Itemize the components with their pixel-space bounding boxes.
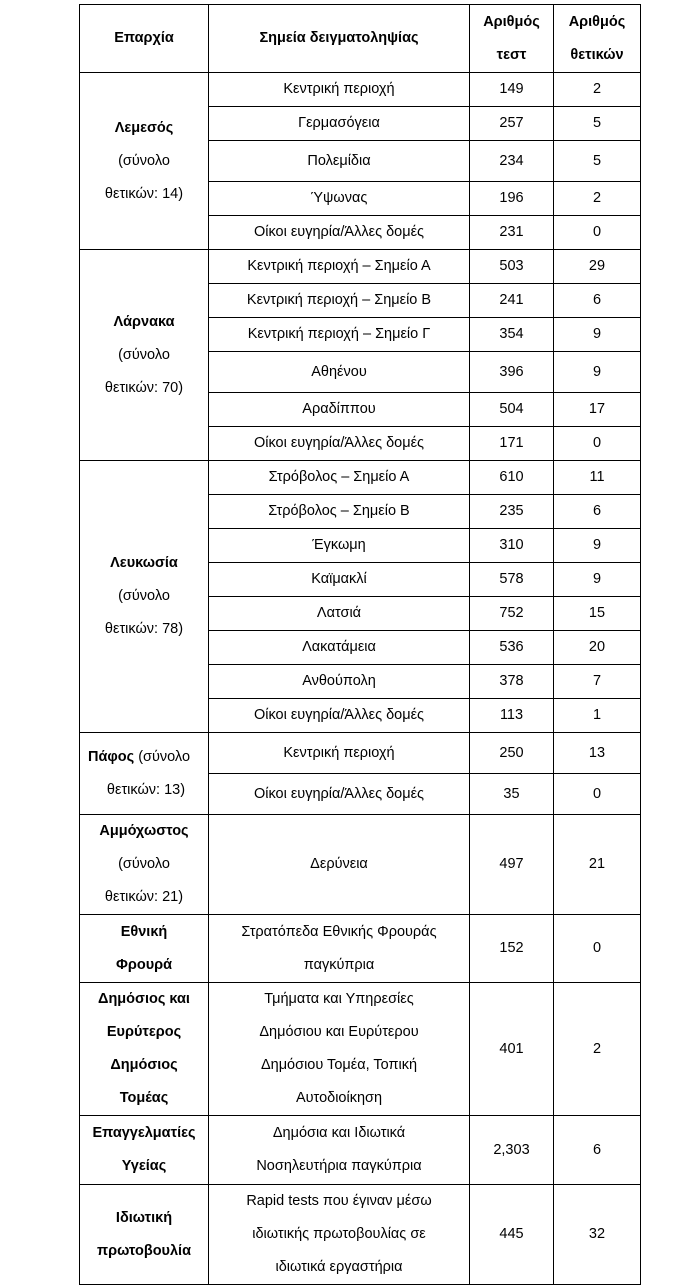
tests-cell: 152	[470, 915, 554, 983]
header-positives-line1: Αριθμός	[568, 13, 626, 30]
category-name-line: Υγείας	[121, 1158, 167, 1174]
positives-cell: 17	[554, 393, 641, 427]
positives-cell: 5	[554, 141, 641, 182]
table-row	[80, 1185, 641, 1285]
tests-cell: 445	[470, 1185, 554, 1285]
header-tests-line1: Αριθμός	[483, 13, 540, 30]
tests-cell: 610	[470, 461, 554, 495]
category-name-line: Επαγγελματίες	[92, 1125, 196, 1141]
tests-cell: 396	[470, 352, 554, 393]
header-sites: Σημεία δειγματοληψίας	[209, 5, 470, 73]
site-cell: Κεντρική περιοχή	[209, 73, 470, 107]
positives-cell: 2	[554, 182, 641, 216]
category-name-line: Εθνική	[120, 923, 168, 940]
table-row	[80, 733, 641, 774]
positives-cell: 20	[554, 631, 641, 665]
district-name: Πάφος	[88, 748, 135, 765]
site-cell: Οίκοι ευγηρία/Άλλες δομές	[209, 427, 470, 461]
tests-cell: 171	[470, 427, 554, 461]
district-note: θετικών: 21)	[104, 889, 184, 905]
site-cell: Στρόβολος – Σημείο Α	[209, 461, 470, 495]
site-cell: Ανθούπολη	[209, 665, 470, 699]
tests-cell: 354	[470, 318, 554, 352]
positives-cell: 29	[554, 250, 641, 284]
district-note: (σύνολο	[118, 856, 170, 872]
tests-cell: 2,303	[470, 1116, 554, 1185]
tests-cell: 35	[470, 774, 554, 815]
district-cell-limassol	[80, 73, 209, 250]
tests-cell: 310	[470, 529, 554, 563]
site-cell: Οίκοι ευγηρία/Άλλες δομές	[209, 774, 470, 815]
district-cell-larnaca	[80, 250, 209, 461]
category-name-line: πρωτοβουλία	[97, 1242, 191, 1259]
category-name-line: Τομέας	[119, 1090, 169, 1106]
table-row	[80, 915, 641, 983]
positives-cell: 11	[554, 461, 641, 495]
site-line: ιδιωτικής πρωτοβουλίας σε	[252, 1226, 426, 1242]
site-line: παγκύπρια	[303, 956, 375, 973]
district-cell-famagusta	[80, 815, 209, 915]
district-cell-paphos	[80, 733, 209, 815]
positives-cell: 0	[554, 216, 641, 250]
table-row	[80, 815, 641, 915]
header-row	[80, 5, 641, 73]
tests-cell: 378	[470, 665, 554, 699]
district-note: (σύνολο	[118, 588, 170, 604]
positives-cell: 6	[554, 1116, 641, 1185]
site-cell: Οίκοι ευγηρία/Άλλες δομές	[209, 699, 470, 733]
positives-cell: 9	[554, 563, 641, 597]
positives-cell: 0	[554, 774, 641, 815]
tests-cell: 504	[470, 393, 554, 427]
positives-cell: 0	[554, 915, 641, 983]
site-cell: Γερμασόγεια	[209, 107, 470, 141]
site-line: Δημόσιου Τομέα, Τοπική	[260, 1057, 418, 1073]
positives-cell: 0	[554, 427, 641, 461]
positives-cell: 2	[554, 983, 641, 1116]
site-line: Δημόσιου και Ευρύτερου	[259, 1024, 419, 1040]
positives-cell: 7	[554, 665, 641, 699]
positives-cell: 6	[554, 495, 641, 529]
site-cell: Κεντρική περιοχή	[209, 733, 470, 774]
site-cell	[209, 1185, 470, 1285]
tests-cell: 752	[470, 597, 554, 631]
tests-cell: 113	[470, 699, 554, 733]
tests-cell: 241	[470, 284, 554, 318]
district-note: θετικών: 78)	[104, 621, 184, 637]
header-tests-line2: τεστ	[496, 46, 527, 63]
positives-cell: 9	[554, 352, 641, 393]
district-note: (σύνολο	[138, 748, 191, 765]
header-tests	[470, 5, 554, 73]
site-line: Στρατόπεδα Εθνικής Φρουράς	[241, 923, 437, 940]
district-note: (σύνολο	[118, 152, 170, 169]
site-cell: Έγκωμη	[209, 529, 470, 563]
category-cell-private-initiative	[80, 1185, 209, 1285]
district-name: Λευκωσία	[110, 555, 178, 571]
site-cell: Δερύνεια	[209, 815, 470, 915]
table-row	[80, 461, 641, 495]
positives-cell: 32	[554, 1185, 641, 1285]
district-name: Λεμεσός	[114, 119, 174, 136]
site-cell: Αραδίππου	[209, 393, 470, 427]
tests-cell: 257	[470, 107, 554, 141]
tests-cell: 250	[470, 733, 554, 774]
positives-cell: 6	[554, 284, 641, 318]
district-note: θετικών: 70)	[104, 379, 184, 396]
site-cell: Κεντρική περιοχή – Σημείο Α	[209, 250, 470, 284]
positives-cell: 9	[554, 318, 641, 352]
site-cell	[209, 1116, 470, 1185]
table-row	[80, 73, 641, 107]
tests-cell: 234	[470, 141, 554, 182]
tests-cell: 401	[470, 983, 554, 1116]
tests-cell: 503	[470, 250, 554, 284]
tests-cell: 235	[470, 495, 554, 529]
site-cell: Ύψωνας	[209, 182, 470, 216]
site-line: Αυτοδιοίκηση	[295, 1090, 383, 1106]
site-cell: Κεντρική περιοχή – Σημείο Β	[209, 284, 470, 318]
site-line: ιδιωτικά εργαστήρια	[275, 1259, 403, 1275]
results-table	[79, 4, 641, 1285]
tests-cell: 578	[470, 563, 554, 597]
table-row	[80, 983, 641, 1116]
site-cell: Αθηένου	[209, 352, 470, 393]
site-cell: Λατσιά	[209, 597, 470, 631]
site-line: Rapid tests που έγιναν μέσω	[246, 1193, 432, 1209]
category-cell-national-guard	[80, 915, 209, 983]
category-name-line: Δημόσιος και	[98, 991, 190, 1007]
header-district: Επαρχία	[80, 5, 209, 73]
header-positives-line2: θετικών	[570, 46, 624, 63]
site-cell: Στρόβολος – Σημείο Β	[209, 495, 470, 529]
site-cell	[209, 983, 470, 1116]
table-row	[80, 250, 641, 284]
district-note: θετικών: 14)	[104, 185, 184, 202]
positives-cell: 1	[554, 699, 641, 733]
category-name-line: Δημόσιος	[110, 1057, 178, 1073]
positives-cell: 2	[554, 73, 641, 107]
positives-cell: 15	[554, 597, 641, 631]
positives-cell: 13	[554, 733, 641, 774]
site-cell	[209, 915, 470, 983]
site-cell: Πολεμίδια	[209, 141, 470, 182]
site-cell: Κεντρική περιοχή – Σημείο Γ	[209, 318, 470, 352]
site-line: Τμήματα και Υπηρεσίες	[264, 991, 414, 1007]
positives-cell: 9	[554, 529, 641, 563]
tests-cell: 536	[470, 631, 554, 665]
header-positives	[554, 5, 641, 73]
site-cell: Οίκοι ευγηρία/Άλλες δομές	[209, 216, 470, 250]
tests-cell: 149	[470, 73, 554, 107]
district-name: Λάρνακα	[113, 313, 175, 330]
site-line: Δημόσια και Ιδιωτικά	[272, 1125, 406, 1141]
category-cell-public-sector	[80, 983, 209, 1116]
category-name-line: Φρουρά	[115, 956, 173, 973]
site-cell: Καϊμακλί	[209, 563, 470, 597]
positives-cell: 21	[554, 815, 641, 915]
site-cell: Λακατάμεια	[209, 631, 470, 665]
category-name-line: Ευρύτερος	[106, 1024, 182, 1040]
category-name-line: Ιδιωτική	[115, 1209, 173, 1226]
site-line: Νοσηλευτήρια παγκύπρια	[256, 1158, 422, 1174]
positives-cell: 5	[554, 107, 641, 141]
tests-cell: 196	[470, 182, 554, 216]
district-note: (σύνολο	[118, 346, 170, 363]
district-name: Αμμόχωστος	[99, 823, 189, 839]
tests-cell: 231	[470, 216, 554, 250]
table-row	[80, 1116, 641, 1185]
district-note: θετικών: 13)	[106, 781, 186, 798]
district-cell-nicosia	[80, 461, 209, 733]
category-cell-health-professionals	[80, 1116, 209, 1185]
tests-cell: 497	[470, 815, 554, 915]
